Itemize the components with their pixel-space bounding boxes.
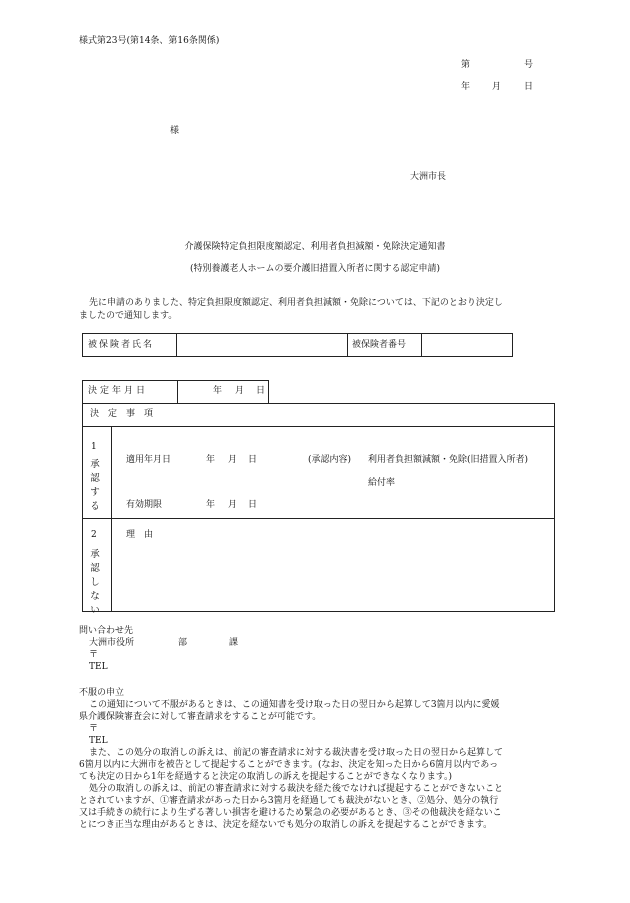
section2-vertical-label: 承 認 し な い [90,549,100,616]
appeal-p2-line2: 6箇月以内に大洲市を被告として提起することができます。(なお、決定を知った日から6箇月以内であっ [79,760,499,770]
doc-no-dai: 第 [461,60,471,70]
contact-tel: TEL [89,662,108,672]
valid-period-label: 有効期限 [126,500,163,510]
insured-divider-3 [421,333,422,357]
issuer: 大洲市長 [410,172,447,182]
decision-date-label: 決定年月日 [88,386,149,396]
valid-date-month: 月 [228,500,238,510]
appeal-p1-line1: この通知について不服があるときは、この通知書を受け取った日の翌日から起算して3箇月以内に愛媛 [89,700,500,710]
doc-no-go: 号 [524,60,534,70]
appeal-heading: 不服の申立 [79,688,125,698]
section1-number: 1 [91,442,97,452]
section2-number: 2 [91,530,97,540]
form-number: 様式第23号(第14条、第16条関係) [79,36,220,46]
insured-number-label: 被保険者番号 [352,340,407,350]
decision-date-year: 年 [213,386,223,396]
appeal-postal-mark: 〒 [89,724,99,734]
insured-name-field[interactable] [178,335,345,355]
items-header-line [82,426,555,427]
appeal-tel: TEL [89,736,108,746]
intro-line-2: ましたので通知します。 [79,311,178,321]
decision-date-day: 日 [256,386,266,396]
section-number-column-line [111,426,112,612]
section1-vertical-label: 承 認 す る [90,459,100,512]
appeal-p1-line2: 県介護保険審査会に対して審査請求をすることが可能です。 [79,712,322,722]
appeal-p3-line1: 処分の取消しの訴えは、前記の審査請求に対する裁決を経た後でなければ提起することができないこと [89,784,504,794]
apply-date-label: 適用年月日 [126,455,172,465]
date-month: 月 [492,82,502,92]
addressee-suffix: 様 [170,126,180,136]
appeal-p3-line2: とされていますが、①審査請求があった日から3箇月を経過しても裁決がないとき、②処分、処分の執行 [79,796,499,806]
contact-postal-mark: 〒 [89,650,99,660]
decision-date-divider [177,380,178,403]
appeal-p2-line1: また、この処分の取消しの訴えは、前記の審査請求に対する裁決書を受け取った日の翌日から起算して [89,748,504,758]
date-year: 年 [461,82,471,92]
reason-label: 理 由 [126,530,154,540]
insured-name-label: 被保険者氏名 [88,340,155,350]
date-day: 日 [524,82,534,92]
apply-date-day: 日 [248,455,258,465]
appeal-p3-line3: 又は手続きの続行により生ずる著しい損害を避けるため緊急の必要があるとき、③その他裁決を経ないこ [79,808,502,818]
valid-date-year: 年 [206,500,216,510]
appeal-p2-line3: ても決定の日から1年を経過すると決定の取消しの訴えを提起することができなくなります。) [79,772,453,782]
contact-dept: 部 [178,638,188,648]
contact-office: 大洲市役所 [89,638,135,648]
document-subtitle: (特別養護老人ホームの要介護旧措置入所者に関する認定申請) [189,264,441,274]
insured-divider-1 [176,333,177,357]
apply-date-year: 年 [206,455,216,465]
contact-section: 課 [229,638,239,648]
benefit-rate-label: 給付率 [368,478,396,488]
contact-heading: 問い合わせ先 [79,626,134,636]
approval-value: 利用者負担額減額・免除(旧措置入所者) [368,455,529,465]
valid-date-day: 日 [248,500,258,510]
apply-date-month: 月 [228,455,238,465]
intro-line-1: 先に申請のありました、特定負担限度額認定、利用者負担減額・免除については、下記のとおり決定し [89,298,503,308]
appeal-p3-line4: とにつき正当な理由があるときは、決定を経ないでも処分の取消しの訴えを提起することができます。 [79,820,493,830]
insured-number-field[interactable] [423,335,511,355]
decision-items-label: 決 定 事 項 [90,409,154,419]
insured-divider-2 [347,333,348,357]
decision-date-month: 月 [235,386,245,396]
approval-label: (承認内容) [308,455,352,465]
section-divider-line [82,518,555,519]
document-title: 介護保険特定負担限度額認定、利用者負担減額・免除決定通知書 [184,242,446,252]
